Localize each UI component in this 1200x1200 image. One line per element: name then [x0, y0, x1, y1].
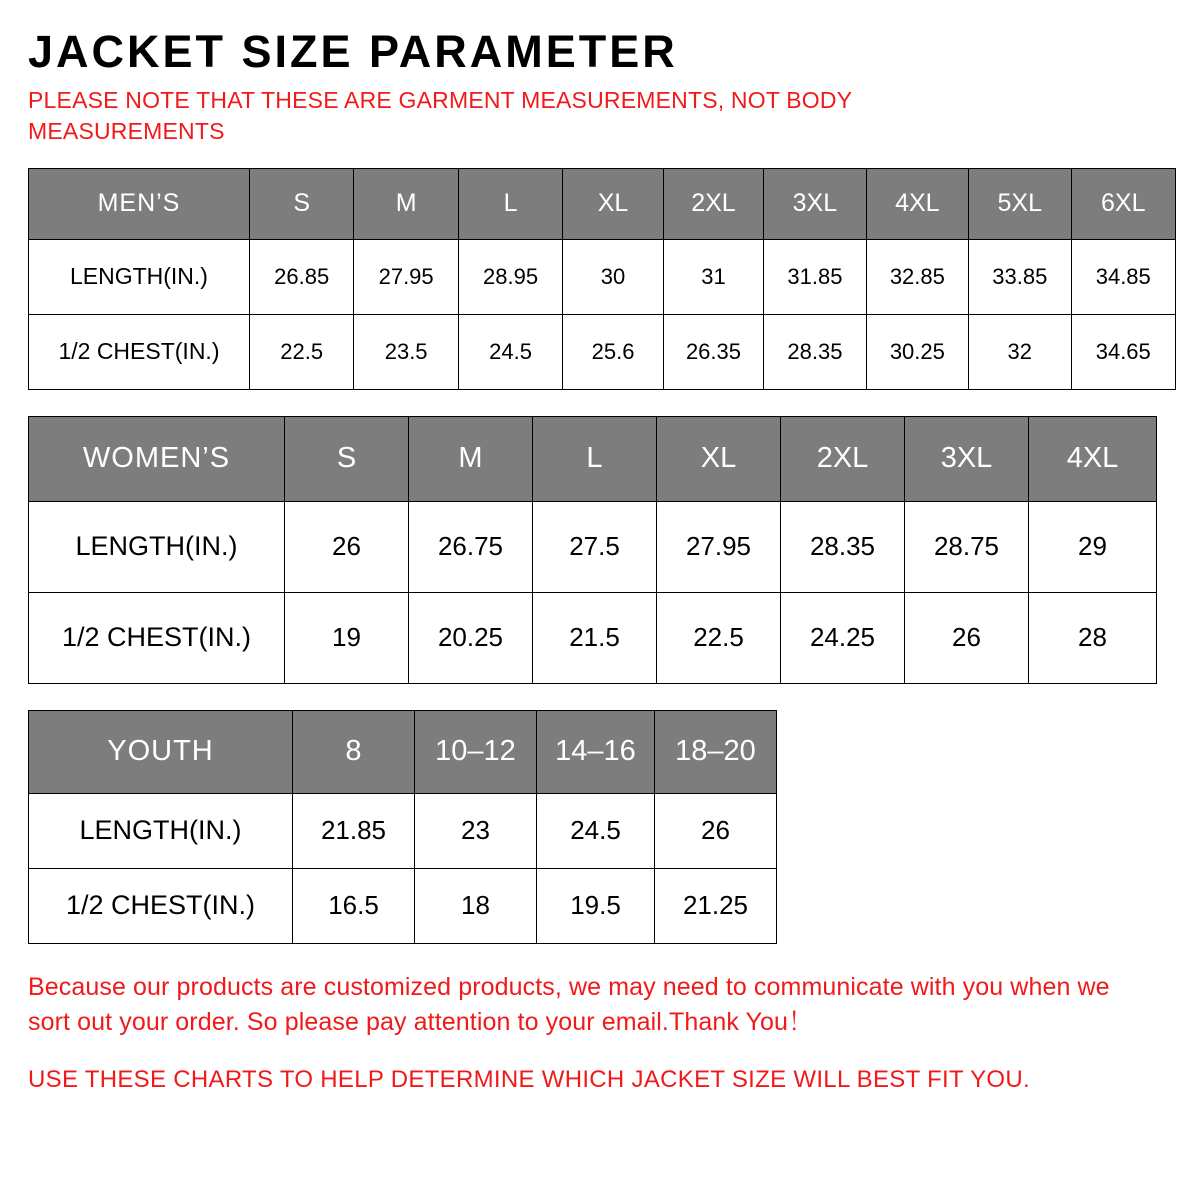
- table-cell: 28: [1029, 592, 1157, 683]
- table-header-cell: 2XL: [781, 416, 905, 501]
- table-cell: 32.85: [866, 239, 968, 314]
- table-header-cell: L: [533, 416, 657, 501]
- table-header-cell: 2XL: [663, 168, 763, 239]
- page-title: JACKET SIZE PARAMETER: [28, 26, 678, 77]
- table-header-cell: 6XL: [1071, 168, 1176, 239]
- table-row: [29, 314, 1176, 389]
- table-cell: 27.95: [657, 501, 781, 592]
- row-label: LENGTH(IN.): [29, 501, 285, 592]
- table-cell: 31.85: [764, 239, 866, 314]
- table-cell: 24.25: [781, 592, 905, 683]
- table-cell: 31: [663, 239, 763, 314]
- table-header-cell: M: [409, 416, 533, 501]
- table-cell: 28.35: [781, 501, 905, 592]
- table-cell: 26: [655, 793, 777, 868]
- table-cell: 23: [415, 793, 537, 868]
- row-label: 1/2 CHEST(IN.): [29, 314, 250, 389]
- table-row: [29, 592, 1157, 683]
- table-header-cell: 3XL: [764, 168, 866, 239]
- table-header-row: [29, 168, 1176, 239]
- table-cell: 23.5: [354, 314, 458, 389]
- table-header-cell: 5XL: [969, 168, 1071, 239]
- table-cell: 34.85: [1071, 239, 1176, 314]
- table-cell: 24.5: [537, 793, 655, 868]
- table-header-cell: 8: [293, 710, 415, 793]
- table-cell: 19: [285, 592, 409, 683]
- garment-measurement-note: PLEASE NOTE THAT THESE ARE GARMENT MEASUREMENTS, NOT BODY MEASUREMENTS: [28, 87, 852, 144]
- table-cell: 26.35: [663, 314, 763, 389]
- table-cell: 26.85: [249, 239, 353, 314]
- table-cell: 22.5: [249, 314, 353, 389]
- table-cell: 21.85: [293, 793, 415, 868]
- table-row: [29, 868, 777, 943]
- table-header-cell: 10–12: [415, 710, 537, 793]
- table-header-cell: XL: [563, 168, 663, 239]
- table-header-cell: 18–20: [655, 710, 777, 793]
- table-header-cell: 4XL: [1029, 416, 1157, 501]
- table-cell: 24.5: [458, 314, 562, 389]
- row-label: LENGTH(IN.): [29, 793, 293, 868]
- table-header-cell: M: [354, 168, 458, 239]
- table-cell: 21.5: [533, 592, 657, 683]
- table-cell: 27.5: [533, 501, 657, 592]
- table-header-cell: S: [249, 168, 353, 239]
- chart-usage-note: USE THESE CHARTS TO HELP DETERMINE WHICH JACKET SIZE WILL BEST FIT YOU.: [28, 1065, 1030, 1093]
- table-cell: 20.25: [409, 592, 533, 683]
- table-cell: 21.25: [655, 868, 777, 943]
- table-header-cell: XL: [657, 416, 781, 501]
- customization-note: Because our products are customized products, we may need to communicate with you when we sort out your order. So please pay attention to your email.Thank You！: [28, 972, 1110, 1037]
- table-cell: 33.85: [969, 239, 1071, 314]
- youth-size-table: [28, 710, 777, 944]
- table-cell: 29: [1029, 501, 1157, 592]
- table-header-cell: L: [458, 168, 562, 239]
- table-header-cell: WOMEN’S: [29, 416, 285, 501]
- table-cell: 30: [563, 239, 663, 314]
- table-header-cell: MEN’S: [29, 168, 250, 239]
- table-header-row: [29, 710, 777, 793]
- table-cell: 26.75: [409, 501, 533, 592]
- table-row: [29, 239, 1176, 314]
- womens-size-table: [28, 416, 1157, 684]
- table-cell: 32: [969, 314, 1071, 389]
- row-label: 1/2 CHEST(IN.): [29, 868, 293, 943]
- table-cell: 34.65: [1071, 314, 1176, 389]
- table-header-cell: 3XL: [905, 416, 1029, 501]
- table-header-cell: YOUTH: [29, 710, 293, 793]
- table-row: [29, 793, 777, 868]
- table-cell: 28.75: [905, 501, 1029, 592]
- table-header-row: [29, 416, 1157, 501]
- row-label: 1/2 CHEST(IN.): [29, 592, 285, 683]
- row-label: LENGTH(IN.): [29, 239, 250, 314]
- table-header-cell: 14–16: [537, 710, 655, 793]
- mens-size-table: [28, 168, 1176, 390]
- table-cell: 22.5: [657, 592, 781, 683]
- table-cell: 28.95: [458, 239, 562, 314]
- table-cell: 18: [415, 868, 537, 943]
- table-cell: 16.5: [293, 868, 415, 943]
- table-header-cell: 4XL: [866, 168, 968, 239]
- table-cell: 28.35: [764, 314, 866, 389]
- table-cell: 19.5: [537, 868, 655, 943]
- table-cell: 26: [905, 592, 1029, 683]
- table-cell: 27.95: [354, 239, 458, 314]
- table-cell: 25.6: [563, 314, 663, 389]
- table-row: [29, 501, 1157, 592]
- table-cell: 30.25: [866, 314, 968, 389]
- table-cell: 26: [285, 501, 409, 592]
- table-header-cell: S: [285, 416, 409, 501]
